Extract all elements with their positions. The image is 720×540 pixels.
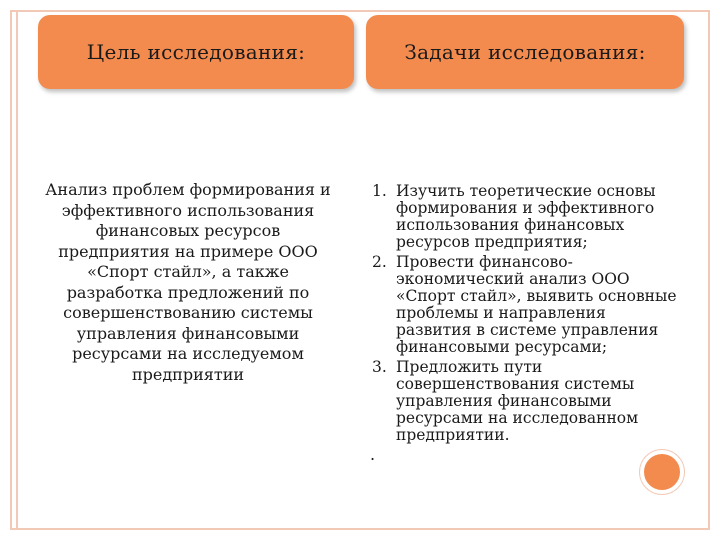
task-number: 1. — [372, 182, 387, 200]
trailing-dot: . — [370, 445, 376, 464]
task-text: Предложить пути совершенствования системы управления финансовыми ресурсами на исследованном предприятии. — [396, 358, 639, 444]
task-text: Изучить теоретические основы формирования и эффективного использования финансовых ресурсов предприятия; — [396, 182, 656, 251]
task-item — [372, 254, 682, 356]
tasks-header-label: Задачи исследования: — [404, 40, 646, 64]
goal-description: Анализ проблем формирования и эффективного использования финансовых ресурсов предприятия на примере ООО «Спорт стайл», а также разработка предложений по совершенствованию системы управления финансовыми ресурсами на исследуемом предприятии — [45, 180, 331, 384]
goal-header — [38, 15, 354, 89]
task-item — [372, 183, 682, 251]
task-item — [372, 359, 682, 444]
tasks-list — [372, 183, 682, 447]
decorative-circle — [640, 450, 684, 494]
left-border-rule — [16, 10, 18, 530]
task-text: Провести финансово-экономический анализ ООО «Спорт стайл», выявить основные проблемы и направления развития в системе управления финансовыми ресурсами; — [396, 253, 677, 356]
goal-header-label: Цель исследования: — [86, 40, 306, 64]
task-number: 3. — [372, 358, 387, 376]
task-number: 2. — [372, 253, 387, 271]
tasks-header — [366, 15, 684, 89]
